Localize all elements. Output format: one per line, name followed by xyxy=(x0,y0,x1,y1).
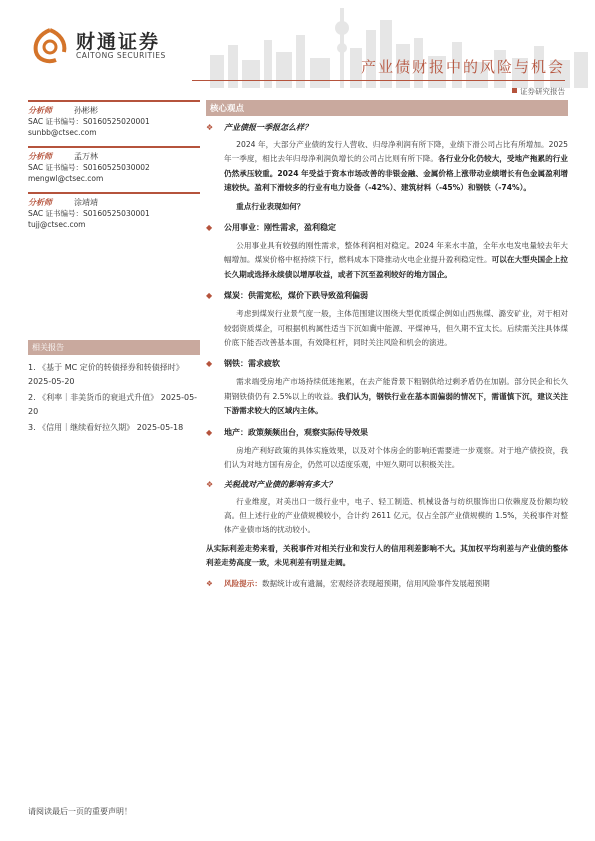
related-report-title[interactable]: 3. 《信用｜继续看好拉久期》 xyxy=(28,423,135,432)
diamond-bullet-icon: ◆ xyxy=(206,359,213,369)
paragraph-emphasis: 我们认为，钢铁行业在基本面偏弱的情况下，需谨慎下沉，建议关注下游需求较大的区域内主体。 xyxy=(224,391,568,416)
main-content xyxy=(206,100,568,591)
sector-heading xyxy=(206,222,568,233)
paragraph-emphasis: 重点行业表现如何？ xyxy=(236,201,305,211)
paragraph-text: 2024 年，大部分产业债的发行人营收、归母净利润有所下降，业绩下滑公司占比有所增加。2025 年一季度，相比去年归母净利润负增长的公司占比则有所下降。 xyxy=(224,140,568,164)
paragraph-emphasis: 可以在大型央国企上拉长久期或选择永续债以增厚收益，或者下沉至盈利较好的地方国企。 xyxy=(224,255,568,279)
analyst-name: 孙彬彬 xyxy=(74,106,98,115)
paragraph-text: 考虑到煤炭行业景气度一般，主体范围建议围绕大型优质煤企例如山西焦煤、潞安矿业，对于相对较弱资质煤企，可根据机构属性适当下沉如冀中能源、平煤神马，但久期不宜太长。后续需关注具体煤价底下能否改善基本面，有效降杠杆，同时关注风险和机会的演进。 xyxy=(224,309,568,348)
paragraph xyxy=(206,495,568,538)
sidebar xyxy=(28,100,200,437)
square-bullet-icon xyxy=(512,88,517,93)
diamond-bullet-icon: ◆ xyxy=(206,427,213,437)
analyst-name: 涂靖靖 xyxy=(74,198,98,207)
paragraph xyxy=(206,200,568,214)
paragraph xyxy=(206,239,568,282)
diamond-bullet-icon: ❖ xyxy=(206,578,213,588)
related-report-title[interactable]: 1. 《基于 MC 定价的转债择券和转债择时》 xyxy=(28,363,184,372)
paragraph-text: 需求端受房地产市场持续低迷拖累，在去产能背景下粗钢供给过剩矛盾仍在加剧。部分民企和长久期钢铁债仍有 2.5%以上的收益。 xyxy=(224,377,568,401)
diamond-bullet-icon: ◆ xyxy=(206,223,213,233)
related-report-item[interactable] xyxy=(28,421,200,435)
report-title: 产业债财报中的风险与机会 xyxy=(360,58,565,76)
sector-heading-text: 煤炭：供需宽松，煤价下跌导致盈利偏弱 xyxy=(224,291,368,301)
related-report-date: 2025-05-20 xyxy=(28,393,198,416)
question-heading xyxy=(206,479,568,490)
analyst-cert: SAC 证书编号：S0160525020001 xyxy=(28,117,150,126)
analyst-header xyxy=(28,151,200,162)
sector-heading xyxy=(206,358,568,369)
question-heading xyxy=(206,122,568,133)
report-type xyxy=(512,86,565,97)
paragraph xyxy=(206,444,568,473)
analyst-email[interactable]: sunbb@ctsec.com xyxy=(28,128,97,137)
question-text: 关税战对产业债的影响有多大？ xyxy=(224,479,336,489)
analyst-role: 分析师 xyxy=(28,198,52,207)
paragraph-emphasis: 各行业分化仍较大，受地产拖累的行业仍然承压较重。2024 年受益于资本市场改善的非银金融、金属价格上涨带动业绩增长有色金属盈利增速较快。盈利下滑较多的行业有电力设备（-42%）、建筑材料（-45%）和钢铁（-74%）。 xyxy=(224,154,568,193)
sector-heading xyxy=(206,427,568,438)
related-report-item[interactable] xyxy=(28,361,200,389)
analyst-name: 孟万林 xyxy=(74,152,98,161)
related-report-title[interactable]: 2. 《利率｜非美货币的衰退式升值》 xyxy=(28,393,159,402)
sector-heading-text: 钢铁：需求疲软 xyxy=(224,359,280,369)
logo-text-cn: 财通证券 xyxy=(76,31,161,53)
sector-heading xyxy=(206,290,568,301)
sector-heading-text: 公用事业：刚性需求，盈利稳定 xyxy=(224,223,336,233)
page-header xyxy=(0,0,595,100)
caitong-logo-icon xyxy=(30,28,70,64)
analyst-cert: SAC 证书编号：S0160525030002 xyxy=(28,163,150,172)
analyst-role: 分析师 xyxy=(28,152,52,161)
title-divider xyxy=(192,80,565,81)
paragraph-text: 行业维度，对美出口一级行业中，电子、轻工制造、机械设备与纺织服饰出口依赖度及份额均较高。但上述行业的产业债规模较小，合计约 2611 亿元，仅占全部产业债规模的 1.5%，关税事件对整体产业债市场的扰动较小。 xyxy=(224,496,568,535)
analyst-header xyxy=(28,197,200,208)
analyst-card xyxy=(28,100,200,138)
paragraph-text: 公用事业具有较强的刚性需求，整体利润相对稳定。2024 年来水丰盈，全年水电发电量较去年大幅增加。煤炭价格中枢持续下行，燃料成本下降推动火电企业提升盈利稳定性。 xyxy=(224,241,568,265)
analyst-header xyxy=(28,105,200,116)
related-report-item[interactable] xyxy=(28,391,200,419)
related-reports-list xyxy=(28,361,200,435)
footer-disclaimer: 请阅读最后一页的重要声明！ xyxy=(28,807,132,816)
report-type-label: 证券研究报告 xyxy=(520,87,565,96)
analyst-email[interactable]: tujj@ctsec.com xyxy=(28,220,86,229)
paragraph xyxy=(206,138,568,196)
diamond-bullet-icon: ❖ xyxy=(206,123,214,132)
related-reports-title: 相关报告 xyxy=(28,340,200,355)
analyst-card xyxy=(28,146,200,184)
risk-warning xyxy=(206,577,568,591)
sector-heading-text: 地产：政策频频出台，观察实际传导效果 xyxy=(224,427,368,437)
paragraph xyxy=(206,542,568,571)
analyst-card xyxy=(28,192,200,230)
paragraph xyxy=(206,375,568,418)
related-report-date: 2025-05-18 xyxy=(136,423,184,432)
paragraph-emphasis: 从实际利差走势来看，关税事件对相关行业和发行人的信用利差影响不大。其加权平均利差与产业债的整体利差走势高度一致，未见利差有明显走阔。 xyxy=(206,543,568,568)
diamond-bullet-icon: ◆ xyxy=(206,291,213,301)
risk-text: 数据统计或有遗漏，宏观经济表现超预期，信用风险事件发展超预期 xyxy=(261,578,490,588)
logo-text-en: CAITONG SECURITIES xyxy=(76,51,166,60)
paragraph-text: 房地产利好政策的具体实施效果，以及对个体房企的影响还需要进一步观察。对于地产债投资，我们认为对地方国有房企，仍然可以适度乐观，中短久期可以积极关注。 xyxy=(224,445,568,470)
risk-label: 风险提示： xyxy=(224,578,262,588)
question-text: 产业债报一季报怎么样？ xyxy=(224,123,312,132)
diamond-bullet-icon: ❖ xyxy=(206,479,214,489)
analyst-cert: SAC 证书编号：S0160525030001 xyxy=(28,209,150,218)
related-report-date: 2025-05-20 xyxy=(28,377,75,386)
analyst-email[interactable]: mengwl@ctsec.com xyxy=(28,174,104,183)
analyst-role: 分析师 xyxy=(28,106,52,115)
paragraph xyxy=(206,307,568,350)
core-views-title: 核心观点 xyxy=(206,100,568,116)
